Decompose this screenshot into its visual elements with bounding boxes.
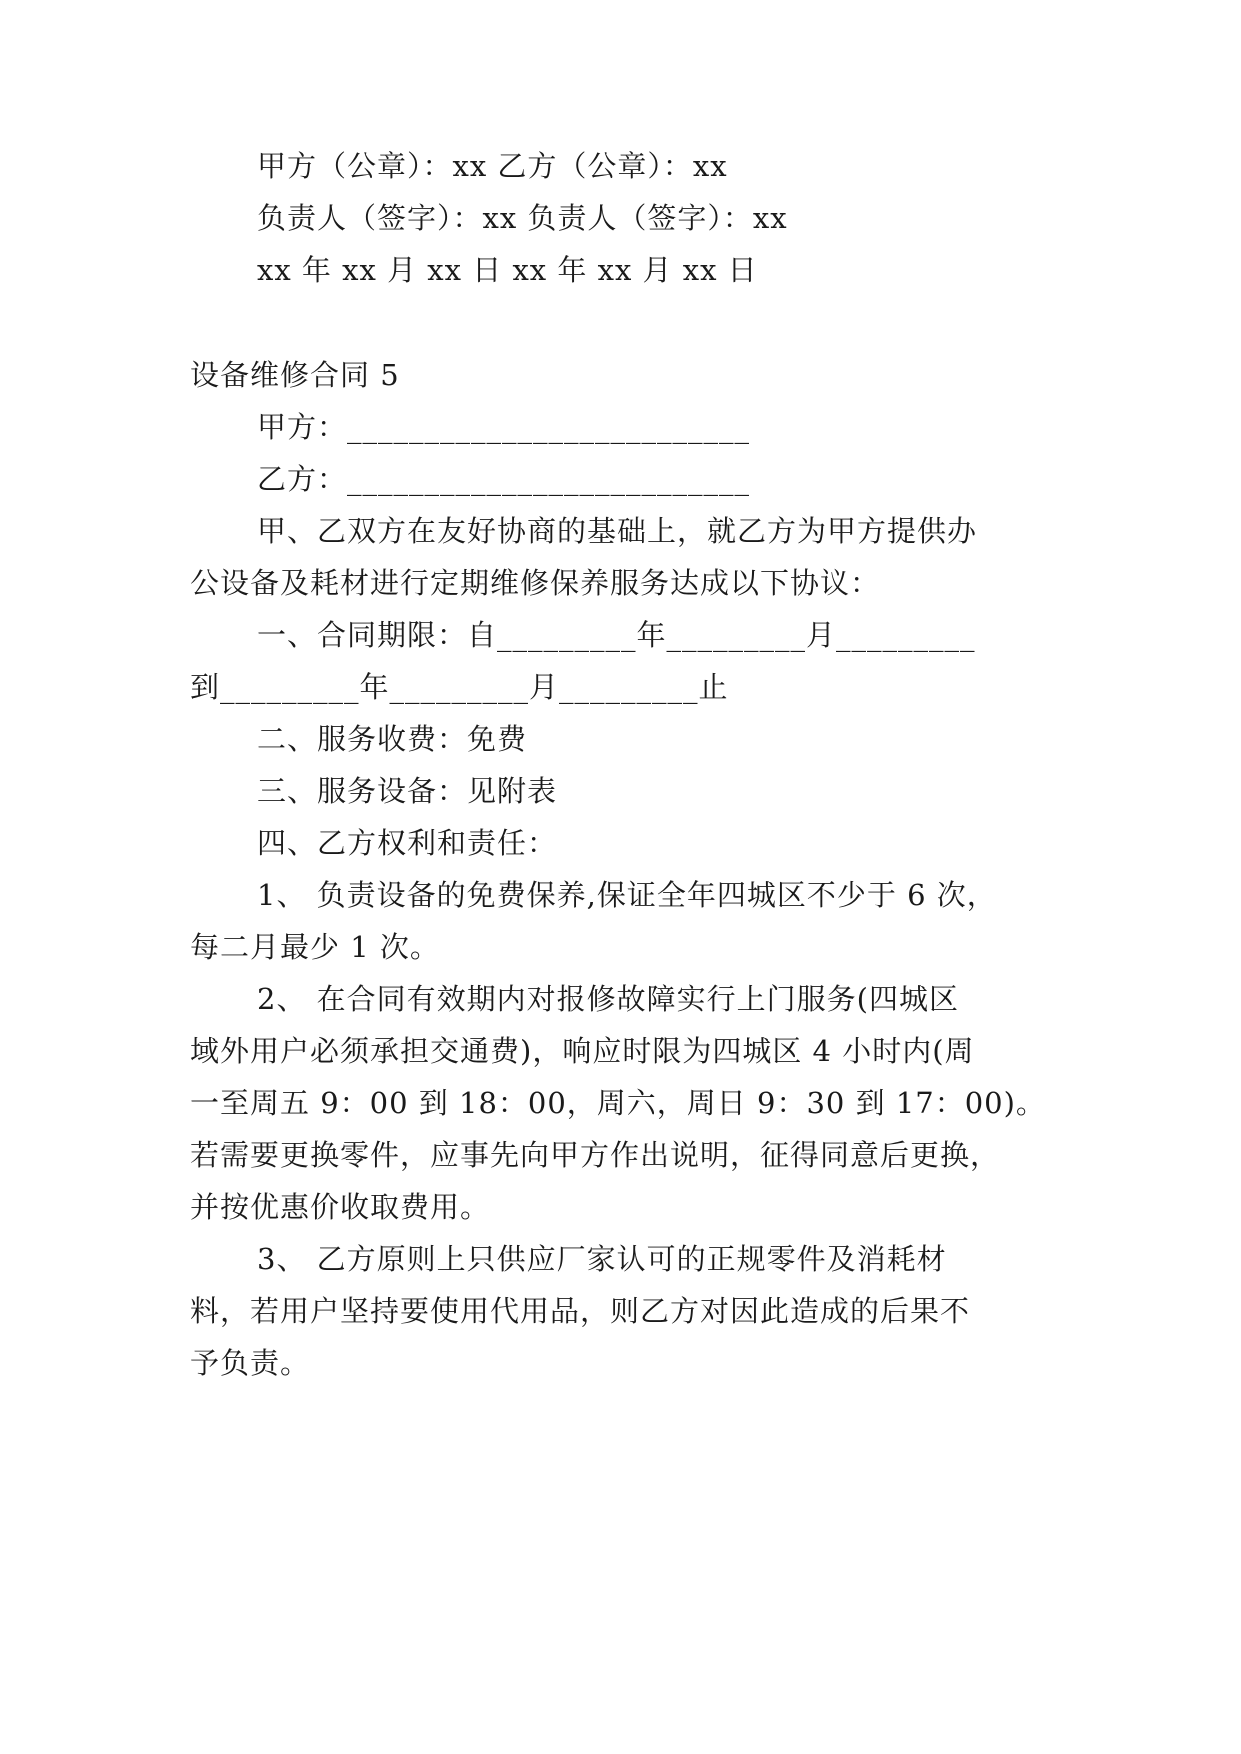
section-title: 设备维修合同 5 xyxy=(190,358,400,392)
party-a-line: 甲方：__________________________ xyxy=(257,410,751,444)
item-2-line-5: 并按优惠价收取费用。 xyxy=(190,1190,491,1224)
signature-date-line: xx 年 xx 月 xx 日 xx 年 xx 月 xx 日 xyxy=(257,253,758,287)
item-2-line-4: 若需要更换零件，应事先向甲方作出说明，征得同意后更换， xyxy=(190,1138,1001,1172)
party-b-line: 乙方：__________________________ xyxy=(257,462,751,496)
item-3-line-3: 予负责。 xyxy=(190,1346,311,1380)
item-1-line-1: 1、 负责设备的免费保养,保证全年四城区不少于 6 次， xyxy=(257,878,997,912)
intro-line-2: 公设备及耗材进行定期维修保养服务达成以下协议： xyxy=(190,566,881,600)
clause-2: 二、服务收费：免费 xyxy=(257,722,528,756)
clause-3: 三、服务设备：见附表 xyxy=(257,774,558,808)
signature-person-line: 负责人（签字）：xx 负责人（签字）：xx xyxy=(257,201,788,235)
clause-1-line-2: 到_________年_________月_________止 xyxy=(190,670,729,704)
item-2-line-2: 域外用户必须承担交通费)，响应时限为四城区 4 小时内(周 xyxy=(190,1034,975,1068)
item-3-line-2: 料，若用户坚持要使用代用品，则乙方对因此造成的后果不 xyxy=(190,1294,971,1328)
item-2-line-3: 一至周五 9：00 到 18：00，周六，周日 9：30 到 17：00)。 xyxy=(190,1086,1046,1120)
item-2-line-1: 2、 在合同有效期内对报修故障实行上门服务(四城区 xyxy=(257,982,959,1016)
clause-4: 四、乙方权利和责任： xyxy=(257,826,558,860)
item-1-line-2: 每二月最少 1 次。 xyxy=(190,930,440,964)
clause-1-line-1: 一、合同期限：自_________年_________月_________ xyxy=(257,618,976,652)
intro-line-1: 甲、乙双方在友好协商的基础上，就乙方为甲方提供办 xyxy=(257,514,978,548)
signature-seal-line: 甲方（公章）：xx 乙方（公章）：xx xyxy=(257,149,728,183)
item-3-line-1: 3、 乙方原则上只供应厂家认可的正规零件及消耗材 xyxy=(257,1242,947,1276)
